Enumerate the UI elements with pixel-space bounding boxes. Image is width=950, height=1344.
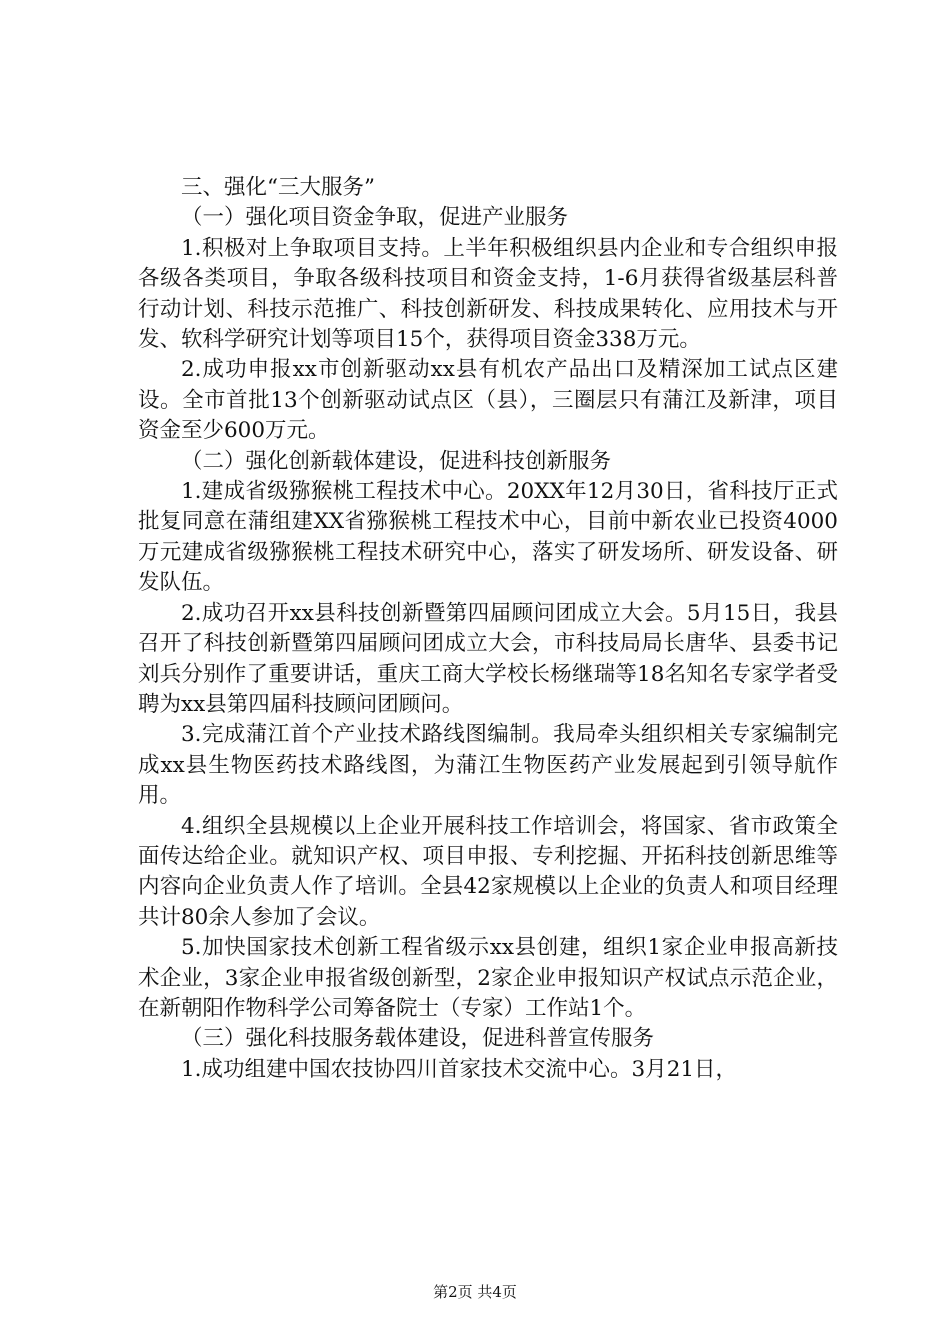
page-footer [0,1281,950,1302]
page-number: 第2页 共4页 [433,1283,517,1301]
section-heading: 三、强化“三大服务” [181,175,375,200]
paragraph: 2.成功召开xx县科技创新暨第四届顾问团成立大会。5月15日，我县召开了科技创新暨第四届顾问团成立大会，市科技局局长唐华、县委书记刘兵分别作了重要讲话，重庆工商大学校长杨继瑞等18名知名专家学者受聘为xx县第四届科技顾问团顾问。 [138,600,838,717]
paragraph: 2.成功申报xx市创新驱动xx县有机农产品出口及精深加工试点区建设。全市首批13个创新驱动试点区（县），三圈层只有蒲江及新津，项目资金至少600万元。 [138,357,838,444]
subsection-heading: （一）强化项目资金争取，促进产业服务 [181,205,569,231]
subsection-heading: （三）强化科技服务载体建设，促进科普宣传服务 [181,1026,655,1052]
paragraph: 3.完成蒲江首个产业技术路线图编制。我局牵头组织相关专家编制完成xx县生物医药技术路线图，为蒲江生物医药产业发展起到引领导航作用。 [138,722,838,809]
paragraph: 1.成功组建中国农技协四川首家技术交流中心。3月21日， [181,1056,738,1082]
subsection-heading: （二）强化创新载体建设，促进科技创新服务 [181,448,612,474]
paragraph: 5.加快国家技术创新工程省级示xx县创建，组织1家企业申报高新技术企业，3家企业申报省级创新型，2家企业申报知识产权试点示范企业，在新朝阳作物科学公司筹备院士（专家）工作站1个。 [138,935,838,1021]
paragraph: 1.建成省级猕猴桃工程技术中心。20XX年12月30日，省科技厅正式批复同意在蒲组建XX省猕猴桃工程技术中心，目前中新农业已投资4000万元建成省级猕猴桃工程技术研究中心，落实了研发场所、研发设备、研发队伍。 [138,479,838,596]
paragraph: 1.积极对上争取项目支持。上半年积极组织县内企业和专合组织申报各级各类项目，争取各级科技项目和资金支持，1-6月获得省级基层科普行动计划、科技示范推广、科技创新研发、科技成果转化、应用技术与开发、软科学研究计划等项目15个，获得项目资金338万元。 [138,235,838,353]
document-body [138,173,838,1085]
paragraph: 4.组织全县规模以上企业开展科技工作培训会，将国家、省市政策全面传达给企业。就知识产权、项目申报、专利挖掘、开拓科技创新思维等内容向企业负责人作了培训。全县42家规模以上企业的负责人和项目经理共计80余人参加了会议。 [138,813,838,930]
